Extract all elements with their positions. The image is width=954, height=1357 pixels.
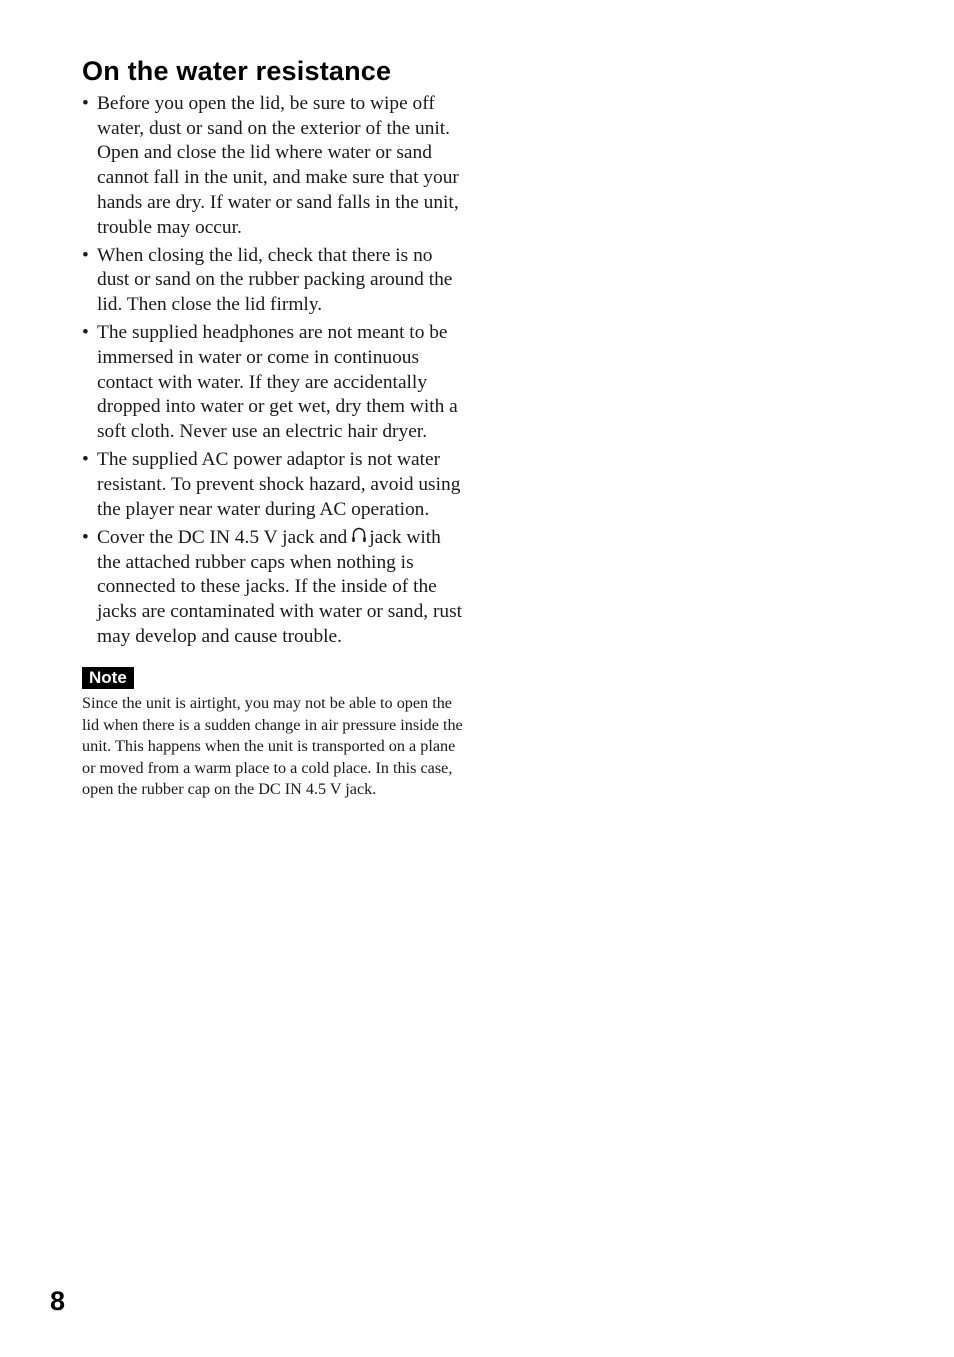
bullet-marker: • (82, 93, 89, 114)
list-item (82, 321, 466, 445)
bullet-marker: • (82, 526, 89, 548)
list-item-text: The supplied AC power adaptor is not water resistant. To prevent shock hazard, avoid using the player near water during AC operation. (97, 449, 461, 520)
list-item-text-before-icon: Cover the DC IN 4.5 V jack and (97, 526, 348, 548)
list-item-text-after-icon: jack with the attached rubber caps when nothing is connected to these jacks. If the inside of the jacks are contaminated with water or sand, rust may develop and cause trouble. (97, 526, 463, 647)
list-item (82, 526, 466, 650)
list-item-text: When closing the lid, check that there is no dust or sand on the rubber packing around the lid. Then close the lid firmly. (97, 244, 453, 316)
water-resistance-list (82, 92, 466, 649)
bullet-marker: • (82, 449, 89, 471)
list-item-text: The supplied headphones are not meant to be immersed in water or come in continuous contact with water. If they are accidentally dropped into water or get wet, dry them with a soft cloth. Never use an electric hair dryer. (97, 322, 458, 443)
note-label: Note (82, 667, 134, 689)
page-content (82, 54, 466, 801)
list-item (82, 448, 466, 522)
section-title: On the water resistance (82, 56, 392, 86)
note-text: Since the unit is airtight, you may not be able to open the lid when there is a sudden change in air pressure inside the unit. This happens when the unit is transported on a plane or moved from a warm place to a cold place. In this case, open the rubber cap on the DC IN 4.5 V jack. (82, 693, 463, 799)
list-item (82, 244, 466, 318)
bullet-marker: • (82, 244, 89, 266)
list-item (82, 92, 466, 240)
headphones-icon (351, 526, 367, 544)
page-number: 8 (50, 1286, 66, 1316)
bullet-marker: • (82, 322, 89, 344)
list-item-text: Before you open the lid, be sure to wipe off water, dust or sand on the exterior of the unit. Open and close the lid where water or sand cannot fall in the unit, and make sure that your hands are dry. If water or sand falls in the unit, trouble may occur. (97, 93, 459, 238)
